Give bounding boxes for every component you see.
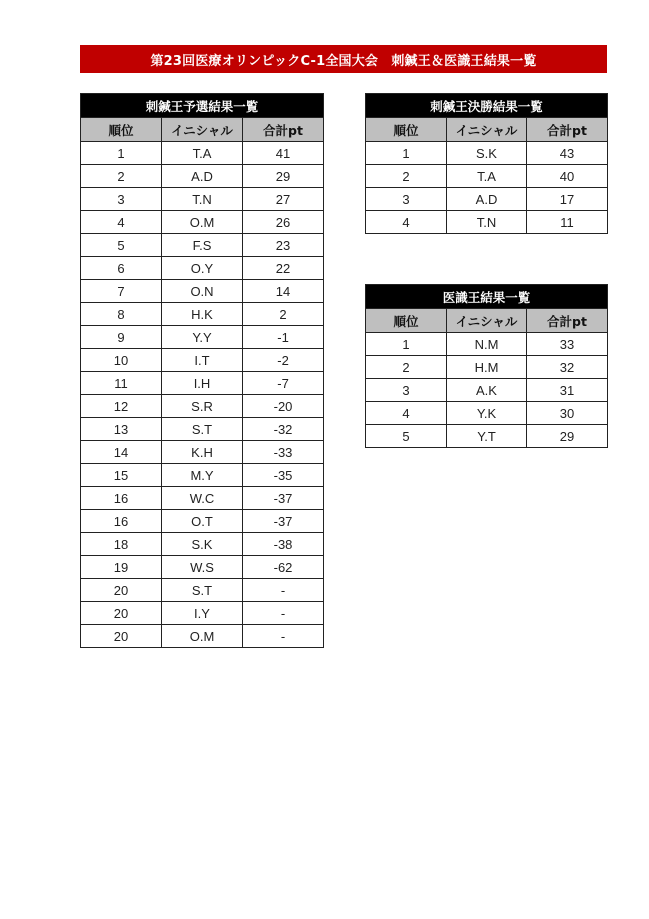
initial-cell: T.N <box>162 188 243 211</box>
initial-cell: S.K <box>447 142 527 165</box>
initial-cell: N.M <box>447 333 527 356</box>
rank-cell: 6 <box>81 257 162 280</box>
initial-cell: Y.K <box>447 402 527 425</box>
table-row <box>81 510 324 533</box>
initial-cell: Y.Y <box>162 326 243 349</box>
table-row <box>81 188 324 211</box>
rank-cell: 10 <box>81 349 162 372</box>
rank-cell: 4 <box>366 211 447 234</box>
points-cell: - <box>243 602 324 625</box>
table-row <box>366 142 608 165</box>
table-body <box>366 333 608 448</box>
rank-cell: 12 <box>81 395 162 418</box>
rank-cell: 5 <box>366 425 447 448</box>
points-cell: 33 <box>527 333 608 356</box>
points-cell: 27 <box>243 188 324 211</box>
table-row <box>81 280 324 303</box>
medical-knowledge-results-table <box>365 284 608 448</box>
points-cell: 11 <box>527 211 608 234</box>
points-cell: 41 <box>243 142 324 165</box>
rank-cell: 3 <box>366 379 447 402</box>
points-cell: 40 <box>527 165 608 188</box>
table-row <box>81 602 324 625</box>
table-title: 刺鍼王決勝結果一覧 <box>366 94 608 118</box>
rank-cell: 16 <box>81 510 162 533</box>
initial-cell: S.K <box>162 533 243 556</box>
page-title: 第23回医療オリンピックC-1全国大会 刺鍼王＆医識王結果一覧 <box>150 53 537 69</box>
points-cell: 32 <box>527 356 608 379</box>
page-title-banner <box>80 45 607 73</box>
initial-cell: I.H <box>162 372 243 395</box>
table-row <box>81 257 324 280</box>
table-title: 刺鍼王予選結果一覧 <box>81 94 324 118</box>
column-header-initial: イニシャル <box>447 118 527 142</box>
initial-cell: S.T <box>162 418 243 441</box>
table-row <box>81 395 324 418</box>
table-row <box>366 165 608 188</box>
initial-cell: A.D <box>162 165 243 188</box>
points-cell: -38 <box>243 533 324 556</box>
points-cell: 29 <box>527 425 608 448</box>
initial-cell: A.D <box>447 188 527 211</box>
table-row <box>81 142 324 165</box>
rank-cell: 7 <box>81 280 162 303</box>
initial-cell: T.N <box>447 211 527 234</box>
rank-cell: 18 <box>81 533 162 556</box>
points-cell: 29 <box>243 165 324 188</box>
column-header-rank: 順位 <box>366 309 447 333</box>
rank-cell: 19 <box>81 556 162 579</box>
prelim-results-table <box>80 93 324 648</box>
points-cell: -37 <box>243 487 324 510</box>
rank-cell: 3 <box>366 188 447 211</box>
points-cell: -62 <box>243 556 324 579</box>
table-row <box>366 211 608 234</box>
rank-cell: 9 <box>81 326 162 349</box>
column-header-points: 合計pt <box>527 118 608 142</box>
rank-cell: 16 <box>81 487 162 510</box>
rank-cell: 4 <box>81 211 162 234</box>
table-row <box>366 188 608 211</box>
table-row <box>81 349 324 372</box>
initial-cell: H.M <box>447 356 527 379</box>
rank-cell: 20 <box>81 579 162 602</box>
initial-cell: M.Y <box>162 464 243 487</box>
table-title: 医識王結果一覧 <box>366 285 608 309</box>
points-cell: 31 <box>527 379 608 402</box>
rank-cell: 5 <box>81 234 162 257</box>
rank-cell: 2 <box>366 356 447 379</box>
points-cell: -7 <box>243 372 324 395</box>
final-results-table <box>365 93 608 234</box>
initial-cell: A.K <box>447 379 527 402</box>
table-row <box>81 487 324 510</box>
table-row <box>81 579 324 602</box>
initial-cell: S.T <box>162 579 243 602</box>
points-cell: 14 <box>243 280 324 303</box>
points-cell: - <box>243 579 324 602</box>
table-row <box>81 165 324 188</box>
table-row <box>366 379 608 402</box>
initial-cell: F.S <box>162 234 243 257</box>
initial-cell: O.M <box>162 625 243 648</box>
column-header-initial: イニシャル <box>447 309 527 333</box>
points-cell: -37 <box>243 510 324 533</box>
rank-cell: 1 <box>366 142 447 165</box>
initial-cell: W.S <box>162 556 243 579</box>
points-cell: 17 <box>527 188 608 211</box>
rank-cell: 14 <box>81 441 162 464</box>
table-row <box>81 372 324 395</box>
initial-cell: T.A <box>162 142 243 165</box>
table-row <box>366 356 608 379</box>
table-row <box>81 234 324 257</box>
table-row <box>81 441 324 464</box>
initial-cell: O.M <box>162 211 243 234</box>
table-row <box>366 333 608 356</box>
points-cell: -2 <box>243 349 324 372</box>
rank-cell: 8 <box>81 303 162 326</box>
column-header-points: 合計pt <box>527 309 608 333</box>
column-header-rank: 順位 <box>81 118 162 142</box>
table-row <box>81 625 324 648</box>
table-row <box>81 303 324 326</box>
rank-cell: 20 <box>81 602 162 625</box>
points-cell: 2 <box>243 303 324 326</box>
column-header-points: 合計pt <box>243 118 324 142</box>
initial-cell: O.N <box>162 280 243 303</box>
initial-cell: O.T <box>162 510 243 533</box>
points-cell: -1 <box>243 326 324 349</box>
rank-cell: 20 <box>81 625 162 648</box>
initial-cell: O.Y <box>162 257 243 280</box>
points-cell: - <box>243 625 324 648</box>
table-row <box>81 418 324 441</box>
points-cell: 43 <box>527 142 608 165</box>
table-body <box>366 142 608 234</box>
column-header-initial: イニシャル <box>162 118 243 142</box>
table-row <box>366 425 608 448</box>
points-cell: 26 <box>243 211 324 234</box>
rank-cell: 1 <box>81 142 162 165</box>
points-cell: -20 <box>243 395 324 418</box>
points-cell: 30 <box>527 402 608 425</box>
rank-cell: 2 <box>366 165 447 188</box>
rank-cell: 13 <box>81 418 162 441</box>
points-cell: -35 <box>243 464 324 487</box>
rank-cell: 15 <box>81 464 162 487</box>
initial-cell: S.R <box>162 395 243 418</box>
initial-cell: W.C <box>162 487 243 510</box>
points-cell: -33 <box>243 441 324 464</box>
initial-cell: T.A <box>447 165 527 188</box>
table-row <box>81 464 324 487</box>
initial-cell: I.T <box>162 349 243 372</box>
table-row <box>81 533 324 556</box>
table-row <box>366 402 608 425</box>
initial-cell: Y.T <box>447 425 527 448</box>
initial-cell: K.H <box>162 441 243 464</box>
initial-cell: H.K <box>162 303 243 326</box>
points-cell: 22 <box>243 257 324 280</box>
table-body <box>81 142 324 648</box>
table-row <box>81 326 324 349</box>
rank-cell: 1 <box>366 333 447 356</box>
rank-cell: 4 <box>366 402 447 425</box>
points-cell: 23 <box>243 234 324 257</box>
rank-cell: 2 <box>81 165 162 188</box>
initial-cell: I.Y <box>162 602 243 625</box>
column-header-rank: 順位 <box>366 118 447 142</box>
table-row <box>81 211 324 234</box>
table-row <box>81 556 324 579</box>
rank-cell: 3 <box>81 188 162 211</box>
points-cell: -32 <box>243 418 324 441</box>
rank-cell: 11 <box>81 372 162 395</box>
